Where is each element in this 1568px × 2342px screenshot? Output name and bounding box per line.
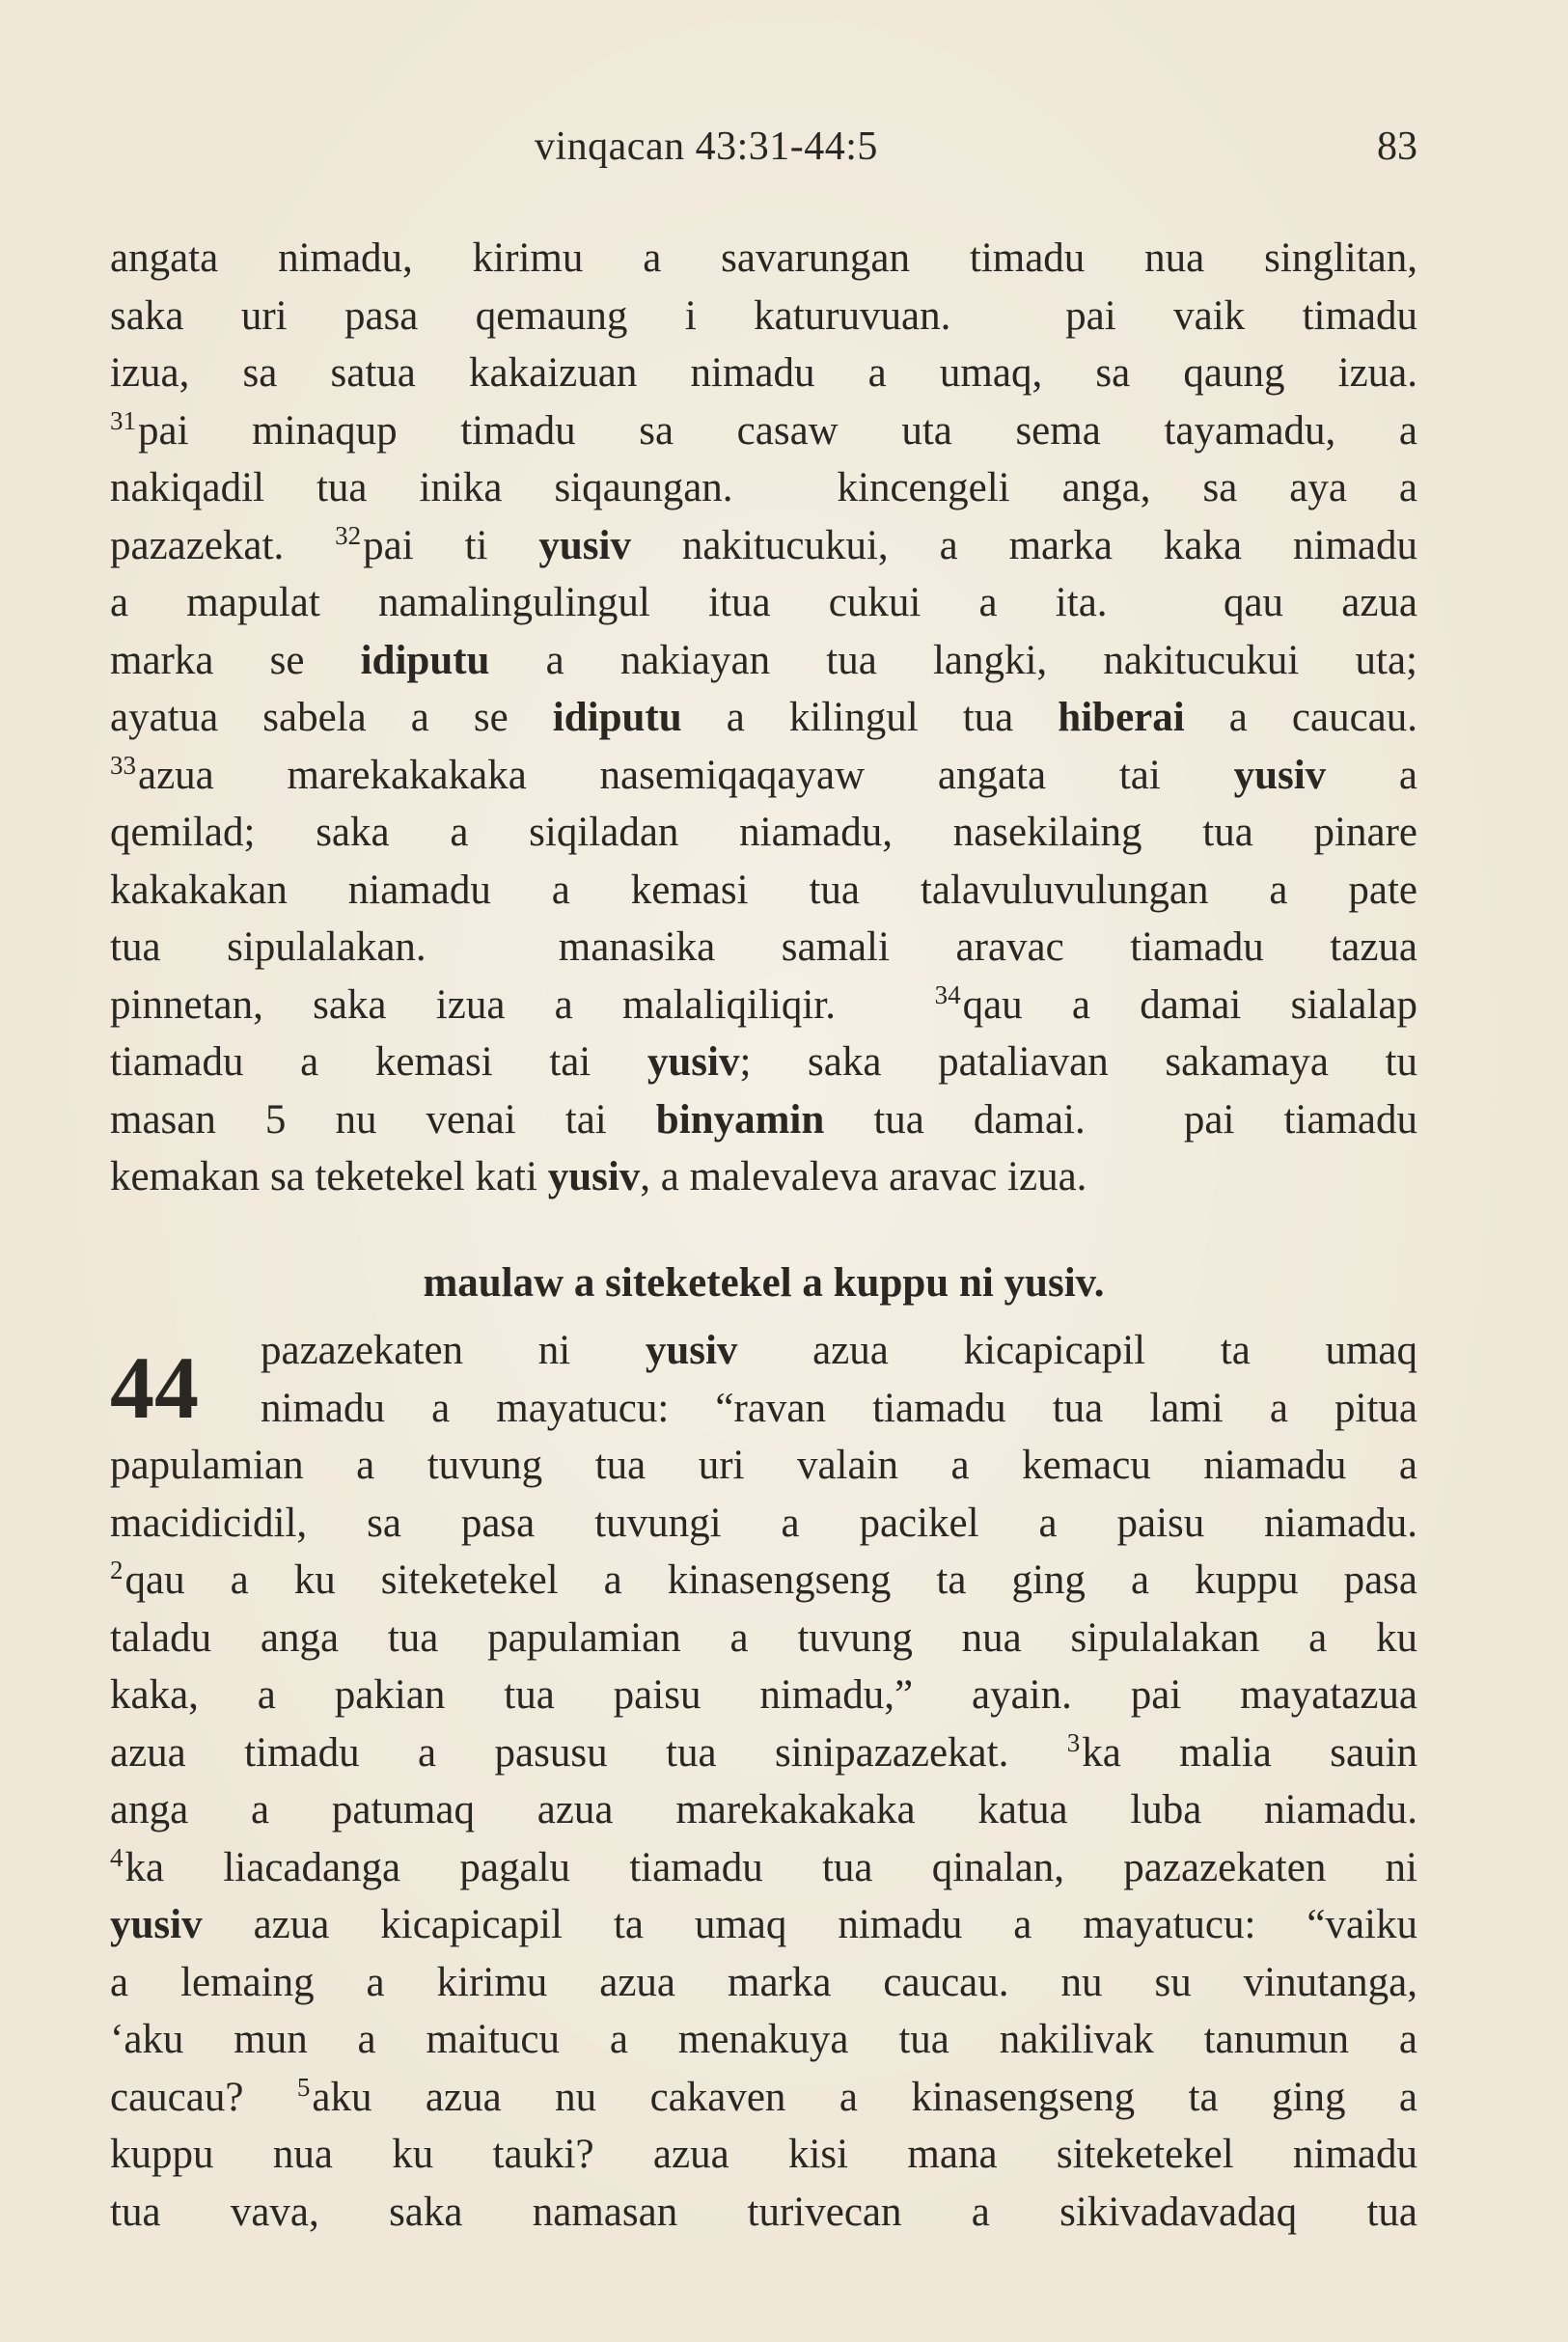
text-line: izua, sa satua kakaizuan nimadu a umaq, sa qaung izua. [110, 350, 1417, 396]
verse-number: 31 [110, 405, 136, 435]
text-line: ayatua sabela a se idiputu a kilingul tua hiberai a caucau. [110, 695, 1417, 740]
verse-number: 2 [110, 1556, 124, 1584]
section-heading: maulaw a siteketekel a kuppu ni yusiv. [423, 1260, 1105, 1306]
text-line: angata nimadu, kirimu a savarungan timadu nua singlitan, [110, 235, 1417, 281]
text-line: nakiqadil tua inika siqaungan. kincengeli anga, sa aya a [110, 465, 1417, 510]
bold-name: yusiv [1233, 752, 1327, 798]
bold-name: yusiv [646, 1039, 740, 1085]
text-line: azua timadu a pasusu tua sinipazazekat. $^3$ka malia sauin [110, 1727, 1417, 1776]
text-line: macidicidil, sa pasa tuvungi a pacikel a paisu niamadu. [110, 1500, 1417, 1546]
verse-number: 4 [110, 1842, 124, 1872]
text-line: $^{31}$pai minaqup timadu sa casaw uta sema tayamadu, a [110, 405, 1417, 454]
text-line: a lemaing a kirimu azua marka caucau. nu su vinutanga, [110, 1959, 1417, 2005]
text-line: yusiv azua kicapicapil ta umaq nimadu a mayatucu: “vaiku [110, 1902, 1417, 1947]
bold-name: yusiv [547, 1154, 641, 1199]
text-line: tua sipulalakan. manasika samali aravac tiamadu tazua [110, 924, 1417, 970]
verse-text-block [110, 230, 1417, 1206]
text-line: caucau? $^5$aku azua nu cakaven a kinasengseng ta ging a [110, 2072, 1417, 2120]
bold-name: idiputu [552, 695, 682, 740]
verse-number: 32 [335, 520, 362, 550]
text-line: pazazekat. $^{32}$pai ti yusiv nakitucukui, a marka kaka nimadu [110, 520, 1417, 568]
running-head: vinqacan 43:31-44:5 [535, 124, 878, 169]
page-number: 83 [1377, 124, 1417, 169]
chapter-number: 44 [110, 1338, 199, 1437]
chapter-text-block [110, 1322, 1417, 2241]
text-line: saka uri pasa qemaung i katuruvuan. pai vaik timadu [110, 292, 1417, 339]
text-line: pinnetan, saka izua a malaliqiliqir. $^{34}$qau a damai sialalap [110, 979, 1417, 1028]
text-line: $^2$qau a ku siteketekel a kinasengseng ta ging a kuppu pasa [110, 1556, 1417, 1603]
text-line: marka se idiputu a nakiayan tua langki, nakitucukui uta; [110, 637, 1417, 683]
bold-name: binyamin [655, 1096, 825, 1143]
bold-name: idiputu [360, 637, 490, 683]
text-line: a mapulat namalingulingul itua cukui a ita. qau azua [110, 580, 1417, 625]
bold-name: hiberai [1058, 695, 1185, 740]
page-header [110, 124, 1417, 181]
text-line: $^{33}$azua marekakakaka nasemiqaqayaw angata tai yusiv a [110, 750, 1417, 798]
text-line: ‘aku mun a maitucu a menakuya tua nakilivak tanumun a [110, 2017, 1417, 2062]
text-line: papulamian a tuvung tua uri valain a kemacu niamadu a [110, 1443, 1417, 1488]
text-line: kuppu nua ku tauki? azua kisi mana siteketekel nimadu [110, 2132, 1417, 2177]
bold-name: yusiv [538, 522, 631, 568]
text-line: masan 5 nu venai tai binyamin tua damai. pai tiamadu [110, 1096, 1417, 1143]
text-line: kemakan sa teketekel kati yusiv, a malevaleva aravac izua. [110, 1154, 1087, 1199]
text-line: tiamadu a kemasi tai yusiv; saka pataliavan sakamaya tu [110, 1039, 1417, 1085]
bold-name: yusiv [645, 1328, 738, 1373]
verse-number: 5 [296, 2072, 311, 2102]
verse-number: 33 [110, 750, 136, 780]
text-line: kaka, a pakian tua paisu nimadu,” ayain. pai mayatazua [110, 1672, 1417, 1718]
text-line: anga a patumaq azua marekakakaka katua luba niamadu. [110, 1787, 1417, 1832]
bold-name: yusiv [110, 1902, 203, 1947]
text-line: taladu anga tua papulamian a tuvung nua sipulalakan a ku [110, 1614, 1417, 1661]
text-line: qemilad; saka a siqiladan niamadu, nasekilaing tua pinare [110, 810, 1417, 855]
verse-number: 3 [1066, 1727, 1081, 1757]
text-line: kakakakan niamadu a kemasi tua talavuluvulungan a pate [110, 867, 1417, 913]
verse-number: 34 [934, 979, 961, 1009]
text-line: $^4$ka liacadanga pagalu tiamadu tua qinalan, pazazekaten ni [110, 1842, 1417, 1890]
text-line: tua vava, saka namasan turivecan a sikivadavadaq tua [110, 2189, 1417, 2235]
text-line: nimadu a mayatucu: “ravan tiamadu tua lami a pitua [261, 1385, 1417, 1431]
text-line: pazazekaten ni yusiv azua kicapicapil ta umaq [261, 1328, 1417, 1373]
